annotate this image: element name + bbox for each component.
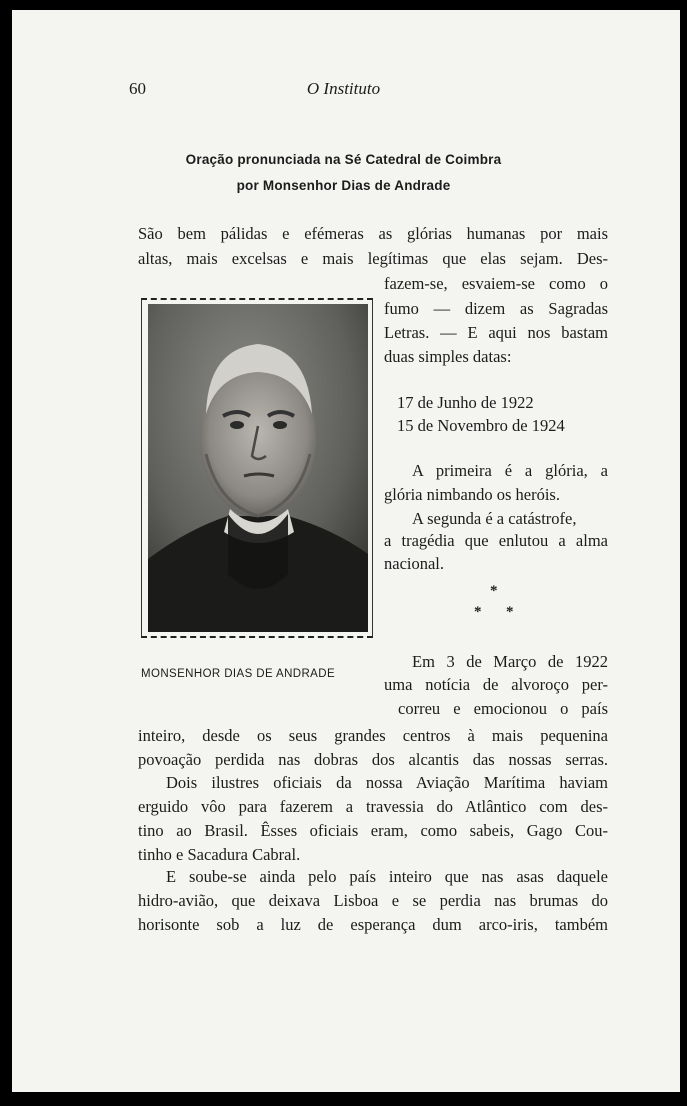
text-line: Letras. — E aqui nos bastam bbox=[384, 323, 608, 342]
date-line: 17 de Junho de 1922 bbox=[397, 393, 534, 412]
text-line: A segunda é a catástrofe, bbox=[412, 509, 577, 528]
separator-asterisk: * bbox=[474, 604, 482, 620]
date-line: 15 de Novembro de 1924 bbox=[397, 416, 565, 435]
text-line: nacional. bbox=[384, 554, 445, 573]
text-line: fazem-se, esvaiem-se como o bbox=[384, 274, 608, 293]
text-line: glória nimbando os heróis. bbox=[384, 485, 560, 504]
text-line: Dois ilustres oficiais da nossa Aviação Marítima haviam bbox=[166, 773, 608, 792]
text-line: uma notícia de alvoroço per- bbox=[384, 675, 608, 694]
separator-asterisk: * bbox=[490, 583, 498, 599]
page-number: 60 bbox=[129, 79, 146, 98]
article-title-line-2: por Monsenhor Dias de Andrade bbox=[236, 178, 451, 193]
journal-title: O Instituto bbox=[306, 79, 381, 98]
text-line: a tragédia que enlutou a alma bbox=[384, 531, 608, 550]
text-line: erguido vôo para fazerem a travessia do Atlântico com des- bbox=[138, 797, 608, 816]
text-line: tino ao Brasil. Êsses oficiais eram, como sabeis, Gago Cou- bbox=[138, 821, 608, 840]
text-line: hidro-avião, que deixava Lisboa e se perdia nas brumas do bbox=[138, 891, 608, 910]
text-line: fumo — dizem as Sagradas bbox=[384, 299, 608, 318]
text-line: A primeira é a glória, a bbox=[412, 461, 608, 480]
portrait-caption: MONSENHOR DIAS DE ANDRADE bbox=[141, 668, 336, 680]
text-line: horisonte sob a luz de esperança dum arco-iris, também bbox=[138, 915, 608, 934]
text-line: povoação perdida nas dobras dos alcantis das nossas serras. bbox=[138, 750, 608, 769]
text-line: São bem pálidas e efémeras as glórias humanas por mais bbox=[138, 224, 608, 243]
text-line: altas, mais excelsas e mais legítimas que elas sejam. Des- bbox=[138, 249, 608, 268]
text-line: Em 3 de Março de 1922 bbox=[412, 652, 608, 671]
separator-asterisk: * bbox=[506, 604, 514, 620]
article-title-line-1: Oração pronunciada na Sé Catedral de Coimbra bbox=[185, 152, 502, 167]
text-line: duas simples datas: bbox=[384, 347, 512, 366]
portrait-photo bbox=[148, 304, 368, 632]
text-line: E soube-se ainda pelo país inteiro que nas asas daquele bbox=[166, 867, 608, 886]
text-line: tinho e Sacadura Cabral. bbox=[138, 845, 301, 864]
text-line: correu e emocionou o país bbox=[398, 699, 608, 718]
text-line: inteiro, desde os seus grandes centros à mais pequenina bbox=[138, 726, 608, 745]
